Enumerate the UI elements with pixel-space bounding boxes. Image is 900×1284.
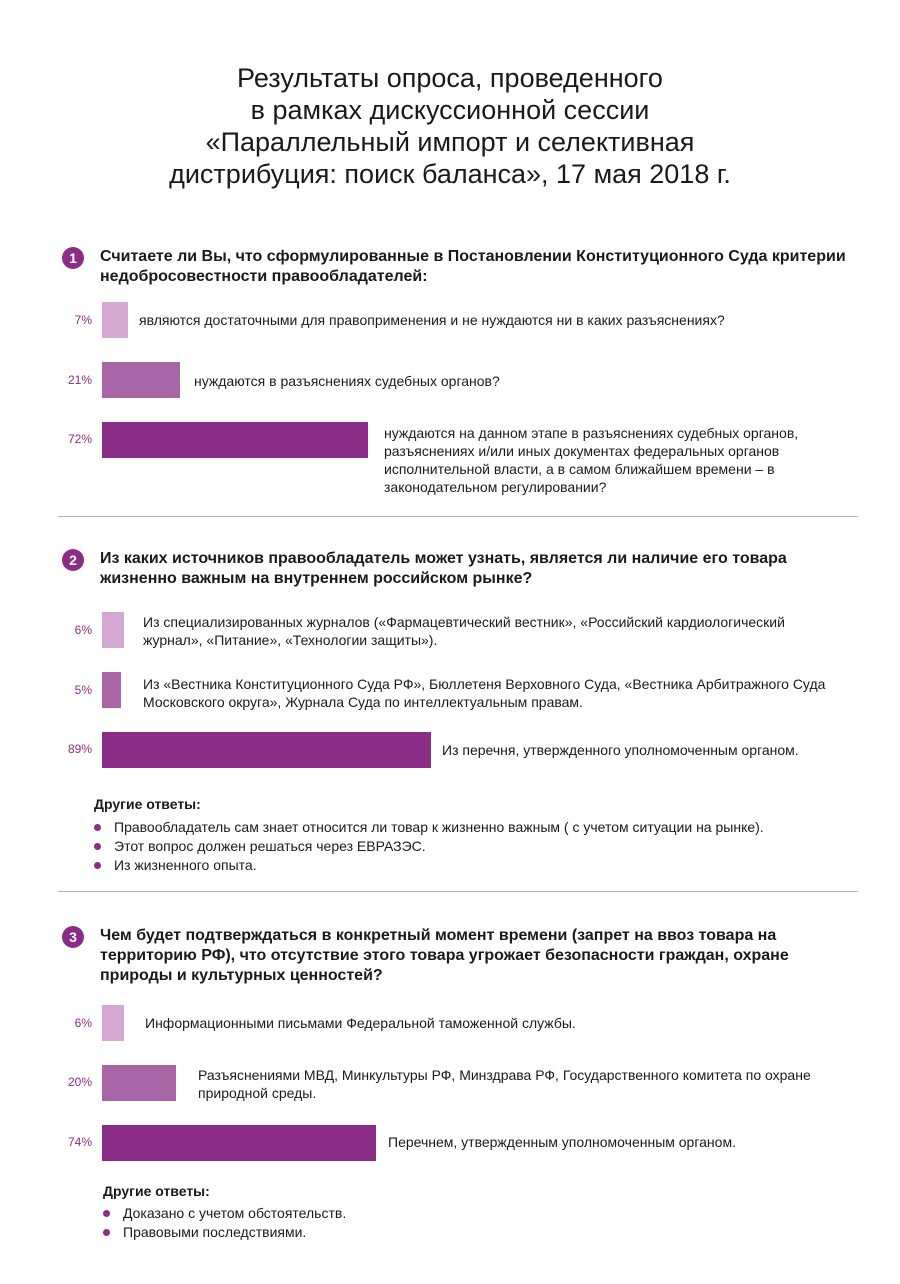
percent-label: 6% — [74, 623, 92, 637]
answer-label: являются достаточными для правоприменения и не нуждаются ни в каких разъяснениях? — [139, 312, 725, 328]
bar-q3-a3 — [102, 1125, 376, 1161]
title-line: «Параллельный импорт и селективная — [205, 127, 695, 157]
question-number-badge: 2 — [62, 549, 84, 571]
percent-label: 74% — [67, 1135, 92, 1149]
list-item: Правовыми последствиями. — [103, 1223, 703, 1242]
title-line: в рамках дискуссионной сессии — [250, 95, 650, 125]
question-number-badge: 3 — [62, 926, 84, 948]
bar-q3-a2 — [102, 1065, 176, 1101]
question-3-header — [62, 926, 862, 986]
answer-label: Разъяснениями МВД, Минкультуры РФ, Минздрава РФ, Государственного комитета по охране природной среды. — [198, 1067, 811, 1101]
section-divider — [58, 891, 858, 892]
question-2-text: Из каких источников правообладатель может узнать, является ли наличие его товара жизненно важным на внутреннем российском рынке? — [100, 550, 787, 587]
percent-label: 5% — [74, 683, 92, 697]
answer-label: нуждаются на данном этапе в разъяснениях судебных органов, разъяснениях и/или иных документах федеральных органов исполнительной власти, а в самом ближайшем времени – в законодательном регулировании? — [384, 425, 799, 495]
other-answers-title: Другие ответы: — [94, 796, 201, 812]
bar-q1-a2 — [102, 362, 180, 398]
section-divider — [58, 516, 858, 517]
other-answers-list — [103, 1204, 703, 1242]
title-line: дистрибуция: поиск баланса», 17 мая 2018 г. — [169, 159, 731, 189]
bar-q1-a3 — [102, 422, 368, 458]
percent-label: 72% — [67, 432, 92, 446]
answer-label: нуждаются в разъяснениях судебных органов? — [194, 373, 500, 389]
bar-q3-a1 — [102, 1005, 124, 1041]
list-item: Из жизненного опыта. — [94, 856, 874, 875]
answer-label: Информационными письмами Федеральной таможенной службы. — [145, 1015, 576, 1031]
question-1-header — [62, 247, 862, 287]
percent-label: 6% — [74, 1016, 92, 1030]
question-1-text: Считаете ли Вы, что сформулированные в Постановлении Конституционного Суда критерии недобросовестности правообладателей: — [100, 248, 846, 285]
bar-q1-a1 — [102, 302, 128, 338]
bar-q2-a3 — [102, 732, 431, 768]
page-title — [0, 62, 900, 190]
other-answers-list — [94, 818, 874, 875]
answer-label: Из «Вестника Конституционного Суда РФ», Бюллетеня Верховного Суда, «Вестника Арбитражного Суда Московского округа», Журнала Суда по интеллектуальным правам. — [143, 676, 826, 710]
answer-label: Перечнем, утвержденным уполномоченным органом. — [388, 1134, 736, 1150]
bar-q2-a1 — [102, 612, 124, 648]
answer-label: Из перечня, утвержденного уполномоченным органом. — [442, 742, 799, 758]
answer-label: Из специализированных журналов («Фармацевтический вестник», «Российский кардиологический журнал», «Питание», «Технологии защиты»). — [143, 614, 785, 648]
percent-label: 89% — [67, 742, 92, 756]
question-2-header — [62, 549, 862, 589]
other-answers-title: Другие ответы: — [103, 1183, 210, 1199]
percent-label: 7% — [74, 313, 92, 327]
list-item: Правообладатель сам знает относится ли товар к жизненно важным ( с учетом ситуации на рынке). — [94, 818, 874, 837]
question-number-badge: 1 — [62, 247, 84, 269]
title-line: Результаты опроса, проведенного — [237, 63, 663, 93]
percent-label: 21% — [67, 373, 92, 387]
list-item: Этот вопрос должен решаться через ЕВРАЗЭС. — [94, 837, 874, 856]
list-item: Доказано с учетом обстоятельств. — [103, 1204, 703, 1223]
question-3-text: Чем будет подтверждаться в конкретный момент времени (запрет на ввоз товара на территорию РФ), что отсутствие этого товара угрожает безопасности граждан, охране природы и культурных ценностей? — [100, 927, 789, 984]
bar-q2-a2 — [102, 672, 121, 708]
percent-label: 20% — [67, 1075, 92, 1089]
